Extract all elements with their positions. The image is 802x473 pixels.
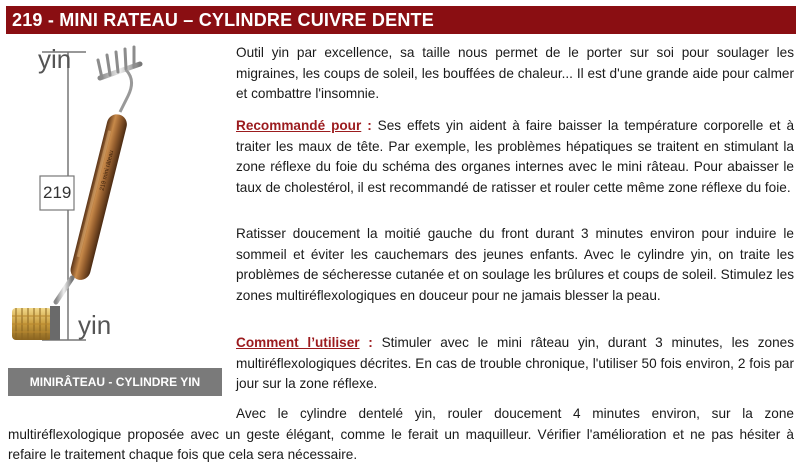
- cylindre-paragraph: Avec le cylindre dentelé yin, rouler doucement 4 minutes environ, sur la zone multiréflexologique proposée avec un geste élégant, comme le ferait un maquilleur. Vérifier l'amélioration et ne pas hésiter à refaire le traitement chaque fois que cela sera nécessaire.: [8, 406, 794, 463]
- comment-paragraph: Comment l’utiliser : Stimuler avec le mini râteau yin, durant 3 minutes, les zones multiréflexologiques décrites. En cas de trouble chronique, l'utiliser 50 fois environ, 2 fois par jour sur la zone réflexe.: [236, 335, 794, 392]
- rake-head: [98, 47, 140, 112]
- wood-handle: [68, 112, 129, 282]
- bottom-yin-label: yin: [78, 310, 112, 340]
- copper-roller: [12, 306, 60, 340]
- top-yin-label: yin: [38, 44, 72, 74]
- recommande-label: Recommandé pour: [236, 118, 362, 133]
- handle-engraving: 219 mini râteau: [99, 149, 116, 192]
- number-label: 219: [43, 183, 72, 202]
- figure-caption: MINIRÂTEAU - CYLINDRE YIN: [8, 368, 222, 396]
- ratisser-paragraph: Ratisser doucement la moitié gauche du front durant 3 minutes environ pour induire le sommeil et éviter les cauchemars des jeunes enfants. Avec le cylindre yin, on traite les problèmes de sécheresse cutanée et on soulage les brûlures et coups de soleil. Stimulez les zones multiréflexologiques en douceur pour ne jamais blesser la peau.: [236, 226, 794, 303]
- page-title: 219 - MINI RATEAU – CYLINDRE CUIVRE DENTE: [6, 6, 796, 34]
- mini-rake-illustration: [8, 40, 222, 396]
- intro-paragraph: Outil yin par excellence, sa taille nous permet de le porter sur soi pour soulager les migraines, les coups de soleil, les bouffées de chaleur... Il est d'une grande aide pour calmer et combattre l'insomnie.: [236, 45, 794, 102]
- product-figure: [8, 40, 222, 396]
- comment-label: Comment l’utiliser: [236, 335, 360, 350]
- recommande-paragraph: Recommandé pour : Ses effets yin aident à faire baisser la température corporelle et à traiter les maux de tête. Par exemple, les problèmes hépatiques se traitent en stimulant la zone réflexe du foie du schéma des organes internes avec le mini râteau. Pour abaisser le taux de cholestérol, il est recommandé de ratisser et rouler cette même zone réflexe du foie.: [236, 118, 795, 195]
